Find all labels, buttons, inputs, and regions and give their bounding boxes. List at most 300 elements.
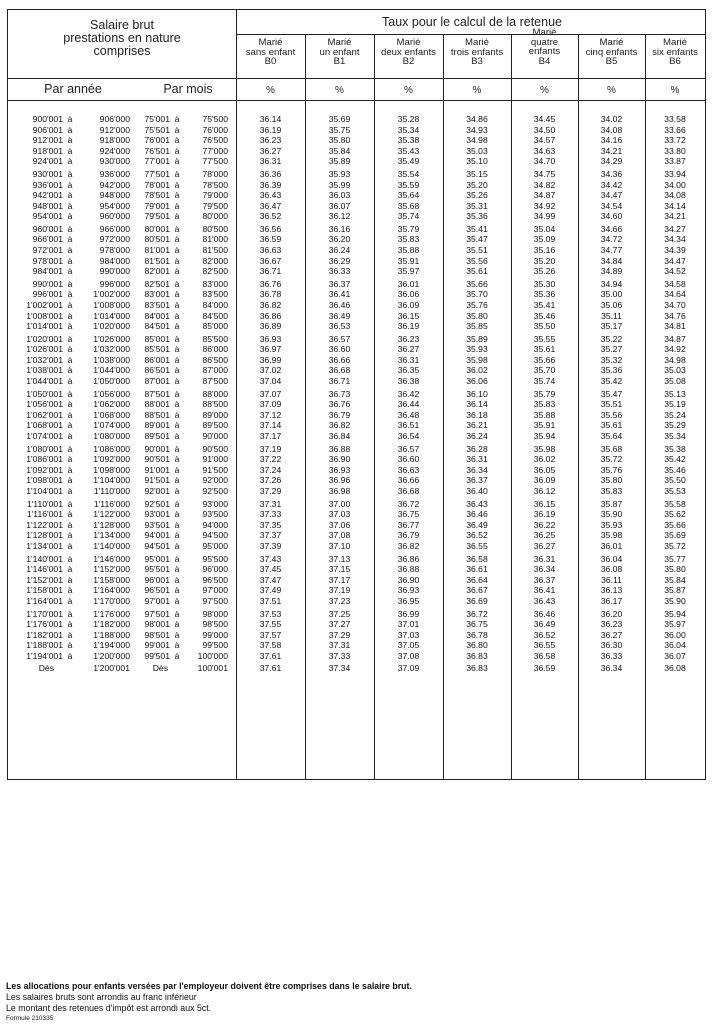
rate-b2: 36.66	[397, 475, 420, 486]
rate-b4: 35.36	[533, 289, 556, 300]
month-from: 76'501	[144, 145, 170, 156]
rate-b5: 34.72	[600, 234, 623, 245]
range-separator: à	[174, 454, 180, 465]
table-row	[8, 180, 705, 190]
rate-b3: 36.69	[466, 595, 488, 606]
column-unit-b0: %	[266, 85, 275, 96]
rate-b4: 36.52	[533, 629, 556, 640]
month-to: 90'500	[202, 443, 228, 454]
rate-b0: 37.57	[259, 629, 282, 640]
rate-b0: 37.61	[259, 650, 282, 661]
range-separator: à	[174, 619, 180, 630]
rate-b0: 37.22	[259, 454, 282, 465]
month-to: 89'000	[202, 409, 228, 420]
rate-b3: 36.24	[466, 430, 488, 441]
year-from: 1'086'001	[26, 454, 63, 465]
rate-b4: 34.50	[533, 124, 556, 135]
range-separator: à	[67, 365, 73, 376]
range-separator: à	[67, 388, 73, 399]
year-from: 1'176'001	[26, 619, 63, 630]
rate-b5: 34.77	[600, 245, 623, 255]
year-to: 1'188'000	[93, 629, 130, 640]
rate-b1: 37.00	[328, 498, 351, 509]
rate-b2: 37.09	[397, 662, 420, 673]
rate-b6: 34.76	[664, 310, 686, 321]
rate-b6: 34.52	[664, 266, 686, 277]
year-from: 1'104'001	[26, 485, 63, 496]
rate-b1: 36.33	[328, 266, 351, 277]
column-unit-b4: %	[540, 85, 549, 96]
range-separator: à	[174, 278, 180, 289]
range-separator: à	[67, 650, 73, 661]
rate-b0: 36.67	[259, 255, 282, 266]
column-header-b3: Marié trois enfants B3	[450, 37, 504, 68]
rate-b5: 34.16	[600, 135, 623, 146]
rate-b0: 36.19	[259, 124, 282, 135]
rate-b3: 36.55	[466, 540, 488, 551]
column-unit-b2: %	[404, 85, 413, 96]
table-row	[8, 311, 705, 321]
rate-b2: 36.82	[397, 540, 420, 551]
rate-b1: 37.06	[328, 519, 351, 530]
rate-b4: 36.09	[533, 475, 556, 486]
year-to: 930'000	[99, 156, 130, 167]
range-separator: à	[67, 344, 73, 355]
rate-b5: 35.64	[600, 430, 623, 441]
year-to: 984'000	[99, 255, 130, 266]
year-from: 978'001	[32, 255, 63, 266]
rate-b1: 36.84	[328, 430, 351, 441]
rate-b2: 37.03	[397, 629, 420, 640]
rate-b3: 35.36	[466, 211, 488, 222]
rate-b6: 34.70	[664, 299, 686, 310]
rate-b6: 35.38	[664, 443, 686, 454]
month-from: 80'001	[144, 223, 170, 234]
range-separator: à	[67, 640, 73, 651]
rate-b1: 36.12	[328, 211, 351, 222]
month-from: 97'001	[144, 595, 170, 606]
rate-b2: 36.95	[397, 595, 420, 606]
year-from: 954'001	[32, 211, 63, 222]
rate-b6: 35.94	[664, 608, 686, 619]
year-from: 1'008'001	[26, 310, 63, 321]
rate-b1: 37.15	[328, 564, 351, 575]
rate-title-divider	[236, 34, 705, 35]
range-separator: à	[174, 179, 180, 190]
rate-b0: 37.53	[259, 608, 282, 619]
month-to: 91'500	[202, 464, 228, 475]
rate-b4: 35.74	[533, 376, 556, 386]
range-separator: à	[67, 124, 73, 135]
rate-b0: 37.58	[259, 640, 282, 651]
rate-b6: 35.03	[664, 365, 686, 376]
rate-b1: 36.03	[328, 190, 351, 201]
rate-b6: 34.08	[664, 190, 686, 201]
month-to: 82'000	[202, 255, 228, 266]
year-from: 966'001	[32, 234, 63, 245]
rate-b1: 36.88	[328, 443, 351, 454]
rate-b3: 36.75	[466, 619, 488, 630]
rate-b6: 35.34	[664, 430, 686, 441]
rate-b2: 36.19	[397, 321, 420, 332]
month-to: 81'500	[202, 245, 228, 255]
month-from: 85'001	[144, 333, 170, 344]
rate-b2: 36.42	[397, 388, 420, 399]
table-row	[8, 541, 705, 551]
rate-b6: 35.50	[664, 475, 686, 486]
rate-b3: 35.66	[466, 278, 488, 289]
rate-b2: 35.38	[397, 135, 420, 146]
year-to: 1'116'000	[93, 498, 130, 509]
rate-b6: 34.00	[664, 179, 686, 190]
rate-b6: 35.87	[664, 585, 686, 596]
rate-b3: 36.67	[466, 585, 488, 596]
month-to: 93'000	[202, 498, 228, 509]
table-row	[8, 146, 705, 156]
rate-b4: 34.70	[533, 156, 556, 167]
month-to: 97'000	[202, 585, 228, 596]
table-row	[8, 156, 705, 166]
range-separator: à	[174, 420, 180, 431]
year-to: 1'044'000	[93, 365, 130, 376]
rate-b4: 36.15	[533, 498, 556, 509]
footer-notes	[6, 981, 706, 1023]
month-to: 83'500	[202, 289, 228, 300]
year-from: 912'001	[32, 135, 63, 146]
rate-b1: 35.99	[328, 179, 351, 190]
month-from: 81'501	[144, 255, 170, 266]
range-separator: à	[174, 124, 180, 135]
month-from-label: Dès	[152, 662, 168, 673]
range-separator: à	[174, 388, 180, 399]
rate-b4: 34.63	[533, 145, 556, 156]
month-from: 87'001	[144, 376, 170, 386]
rate-b5: 35.22	[600, 333, 623, 344]
year-to: 1'128'000	[93, 519, 130, 530]
year-from: 906'001	[32, 124, 63, 135]
month-from: 84'501	[144, 321, 170, 332]
year-from: 1'038'001	[26, 365, 63, 376]
table-row	[8, 399, 705, 409]
rate-b3: 34.98	[466, 135, 488, 146]
rate-b5: 36.34	[600, 662, 623, 673]
rate-b3: 36.58	[466, 553, 488, 564]
month-from: 77'001	[144, 156, 170, 167]
rate-b5: 34.60	[600, 211, 623, 222]
month-from: 75'501	[144, 124, 170, 135]
rate-b5: 35.42	[600, 376, 623, 386]
rate-b3: 35.61	[466, 266, 488, 277]
rate-b4: 36.25	[533, 530, 556, 541]
range-separator: à	[174, 519, 180, 530]
range-separator: à	[174, 399, 180, 410]
rate-b1: 37.23	[328, 595, 351, 606]
rate-b1: 35.89	[328, 156, 351, 167]
rate-b4: 35.61	[533, 344, 556, 355]
rate-b6: 35.69	[664, 530, 686, 541]
rate-b5: 35.56	[600, 409, 623, 420]
rate-b1: 36.37	[328, 278, 351, 289]
year-to: 1'122'000	[93, 509, 130, 520]
rate-b2: 35.79	[397, 223, 420, 234]
rate-b0: 37.51	[259, 595, 282, 606]
rate-b1: 37.27	[328, 619, 351, 630]
rate-b1: 36.96	[328, 475, 351, 486]
range-separator: à	[67, 464, 73, 475]
rate-b0: 36.47	[259, 200, 282, 211]
year-to: 996'000	[99, 278, 130, 289]
month-from: 91'001	[144, 464, 170, 475]
month-from: 86'001	[144, 354, 170, 365]
year-from: 1'020'001	[26, 333, 63, 344]
table-row	[8, 245, 705, 255]
table-row	[8, 530, 705, 540]
month-to: 94'000	[202, 519, 228, 530]
table-row	[8, 444, 705, 454]
range-separator: à	[174, 595, 180, 606]
month-to: 82'500	[202, 266, 228, 277]
year-to: 1'032'000	[93, 344, 130, 355]
year-from: 1'032'001	[26, 354, 63, 365]
month-from: 80'501	[144, 234, 170, 245]
range-separator: à	[174, 156, 180, 167]
month-to: 83'000	[202, 278, 228, 289]
footer-note-tax-rounding: Le montant des retenues d'impôt est arrondi aux 5ct.	[6, 1003, 212, 1013]
rate-b4: 35.41	[533, 299, 556, 310]
rate-b2: 35.83	[397, 234, 420, 245]
rate-b4: 36.22	[533, 519, 556, 530]
year-from: 1'080'001	[26, 443, 63, 454]
rate-b2: 36.60	[397, 454, 420, 465]
range-separator: à	[174, 629, 180, 640]
range-separator: à	[67, 135, 73, 146]
year-from: 1'026'001	[26, 344, 63, 355]
rate-b5: 34.54	[600, 200, 623, 211]
range-separator: à	[67, 200, 73, 211]
rate-b2: 36.63	[397, 464, 420, 475]
rate-b4: 35.88	[533, 409, 556, 420]
range-separator: à	[174, 135, 180, 146]
rate-b3: 36.40	[466, 485, 488, 496]
year-from: 1'146'001	[26, 564, 63, 575]
rate-b2: 36.72	[397, 498, 420, 509]
table-row	[8, 125, 705, 135]
rate-b6: 35.13	[664, 388, 686, 399]
rate-b1: 36.60	[328, 344, 351, 355]
range-separator: à	[67, 574, 73, 585]
rate-b2: 36.93	[397, 585, 420, 596]
range-separator: à	[174, 585, 180, 596]
month-to: 77'500	[202, 156, 228, 167]
rate-b5: 34.47	[600, 190, 623, 201]
rate-b2: 36.68	[397, 485, 420, 496]
range-separator: à	[174, 564, 180, 575]
rate-b3: 36.28	[466, 443, 488, 454]
rate-b5: 34.94	[600, 278, 623, 289]
table-row	[8, 321, 705, 331]
range-separator: à	[174, 365, 180, 376]
rate-b2: 36.27	[397, 344, 420, 355]
rate-b0: 36.97	[259, 344, 282, 355]
month-to: 98'000	[202, 608, 228, 619]
rate-b5: 36.01	[600, 540, 623, 551]
column-header-b6: Marié six enfants B6	[652, 37, 698, 68]
year-from: 984'001	[32, 266, 63, 277]
column-header-b0: Marié sans enfant B0	[245, 37, 296, 68]
rate-b3: 36.18	[466, 409, 488, 420]
rate-b3: 35.10	[466, 156, 488, 167]
rate-b1: 36.79	[328, 409, 351, 420]
month-from: 82'501	[144, 278, 170, 289]
table-row	[8, 509, 705, 519]
rate-b5: 36.04	[600, 553, 623, 564]
rate-b1: 36.98	[328, 485, 351, 496]
rate-b1: 37.34	[328, 662, 351, 673]
range-separator: à	[67, 145, 73, 156]
table-row	[8, 564, 705, 574]
range-separator: à	[67, 585, 73, 596]
rate-b0: 37.43	[259, 553, 282, 564]
range-separator: à	[67, 278, 73, 289]
rate-b3: 36.83	[466, 662, 488, 673]
month-to: 79'000	[202, 190, 228, 201]
rate-b3: 36.78	[466, 629, 488, 640]
year-from: 900'001	[32, 114, 63, 124]
rate-b6: 35.66	[664, 519, 686, 530]
year-from: 1'164'001	[26, 595, 63, 606]
range-separator: à	[67, 475, 73, 486]
rate-b6: 34.47	[664, 255, 686, 266]
month-from: 89'501	[144, 430, 170, 441]
rate-b6: 34.39	[664, 245, 686, 255]
rate-b6: 34.27	[664, 223, 686, 234]
rate-b2: 35.88	[397, 245, 420, 255]
rate-b2: 35.28	[397, 114, 420, 124]
range-separator: à	[174, 211, 180, 222]
month-from: 92'501	[144, 498, 170, 509]
year-to: 1'026'000	[93, 333, 130, 344]
month-from: 78'001	[144, 179, 170, 190]
year-to: 1'080'000	[93, 430, 130, 441]
year-to: 912'000	[99, 124, 130, 135]
month-to: 80'000	[202, 211, 228, 222]
year-to: 1'074'000	[93, 420, 130, 431]
rate-b2: 36.48	[397, 409, 420, 420]
footer-note-allowances: Les allocations pour enfants versées par l'employeur doivent être comprises dans le salaire brut.	[6, 981, 412, 991]
year-from: 1'068'001	[26, 420, 63, 431]
year-from: 930'001	[32, 168, 63, 179]
range-separator: à	[174, 376, 180, 386]
column-unit-b3: %	[472, 85, 482, 96]
month-to: 88'500	[202, 399, 228, 410]
rate-b6: 35.29	[664, 420, 686, 431]
range-separator: à	[174, 310, 180, 321]
rate-b6: 33.66	[664, 124, 686, 135]
range-separator: à	[67, 443, 73, 454]
table-row	[8, 465, 705, 475]
rate-b3: 35.20	[466, 179, 488, 190]
per-year-label: Par année	[44, 82, 102, 96]
year-to: 1'008'000	[93, 299, 130, 310]
rate-b5: 34.66	[600, 223, 623, 234]
rate-b1: 35.93	[328, 168, 351, 179]
rate-b6: 33.80	[664, 145, 686, 156]
rate-b0: 37.35	[259, 519, 282, 530]
year-from: 1'140'001	[26, 553, 63, 564]
year-from: 936'001	[32, 179, 63, 190]
rate-b0: 36.59	[259, 234, 282, 245]
rate-b1: 36.73	[328, 388, 351, 399]
rate-b6: 34.87	[664, 333, 686, 344]
range-separator: à	[174, 509, 180, 520]
rate-b5: 36.20	[600, 608, 623, 619]
rate-b0: 36.82	[259, 299, 282, 310]
rate-b6: 35.62	[664, 509, 686, 520]
range-separator: à	[67, 629, 73, 640]
rate-b3: 36.21	[466, 420, 488, 431]
rate-b5: 35.90	[600, 509, 623, 520]
range-separator: à	[174, 475, 180, 486]
range-separator: à	[67, 156, 73, 167]
year-to: 1'182'000	[93, 619, 130, 630]
rate-b5: 35.00	[600, 289, 623, 300]
rate-b5: 34.42	[600, 179, 623, 190]
rate-b2: 35.54	[397, 168, 420, 179]
month-to: 85'500	[202, 333, 228, 344]
rate-b2: 35.68	[397, 200, 420, 211]
month-from: 96'501	[144, 585, 170, 596]
year-from: 1'128'001	[26, 530, 63, 541]
rate-b4: 35.50	[533, 321, 556, 332]
rate-b5: 35.76	[600, 464, 623, 475]
range-separator: à	[174, 200, 180, 211]
rate-b1: 37.31	[328, 640, 351, 651]
rate-b5: 34.02	[600, 114, 623, 124]
year-to: 960'000	[99, 211, 130, 222]
rate-b6: 35.77	[664, 553, 686, 564]
rate-b4: 36.37	[533, 574, 556, 585]
range-separator: à	[67, 299, 73, 310]
year-from: 1'170'001	[26, 608, 63, 619]
rate-b3: 35.03	[466, 145, 488, 156]
rate-b3: 36.64	[466, 574, 488, 585]
month-to: 96'500	[202, 574, 228, 585]
year-to: 1'152'000	[93, 564, 130, 575]
rate-b0: 37.04	[259, 376, 282, 386]
month-from: 79'001	[144, 200, 170, 211]
rate-b1: 36.57	[328, 333, 351, 344]
year-to: 1'176'000	[93, 608, 130, 619]
table-row	[8, 389, 705, 399]
rate-b2: 36.51	[397, 420, 420, 431]
rate-b4: 34.45	[533, 114, 556, 124]
rate-b5: 34.36	[600, 168, 623, 179]
range-separator: à	[174, 266, 180, 277]
rate-b3: 35.93	[466, 344, 488, 355]
range-separator: à	[67, 619, 73, 630]
range-separator: à	[67, 333, 73, 344]
year-from: 1'110'001	[26, 498, 63, 509]
rate-b3: 36.52	[466, 530, 488, 541]
month-to: 80'500	[202, 223, 228, 234]
month-to: 91'000	[202, 454, 228, 465]
rate-b6: 36.00	[664, 629, 686, 640]
rate-b2: 35.97	[397, 266, 420, 277]
rate-b2: 36.86	[397, 553, 420, 564]
rate-b2: 36.90	[397, 574, 420, 585]
rate-b6: 33.94	[664, 168, 686, 179]
rate-b0: 37.39	[259, 540, 282, 551]
